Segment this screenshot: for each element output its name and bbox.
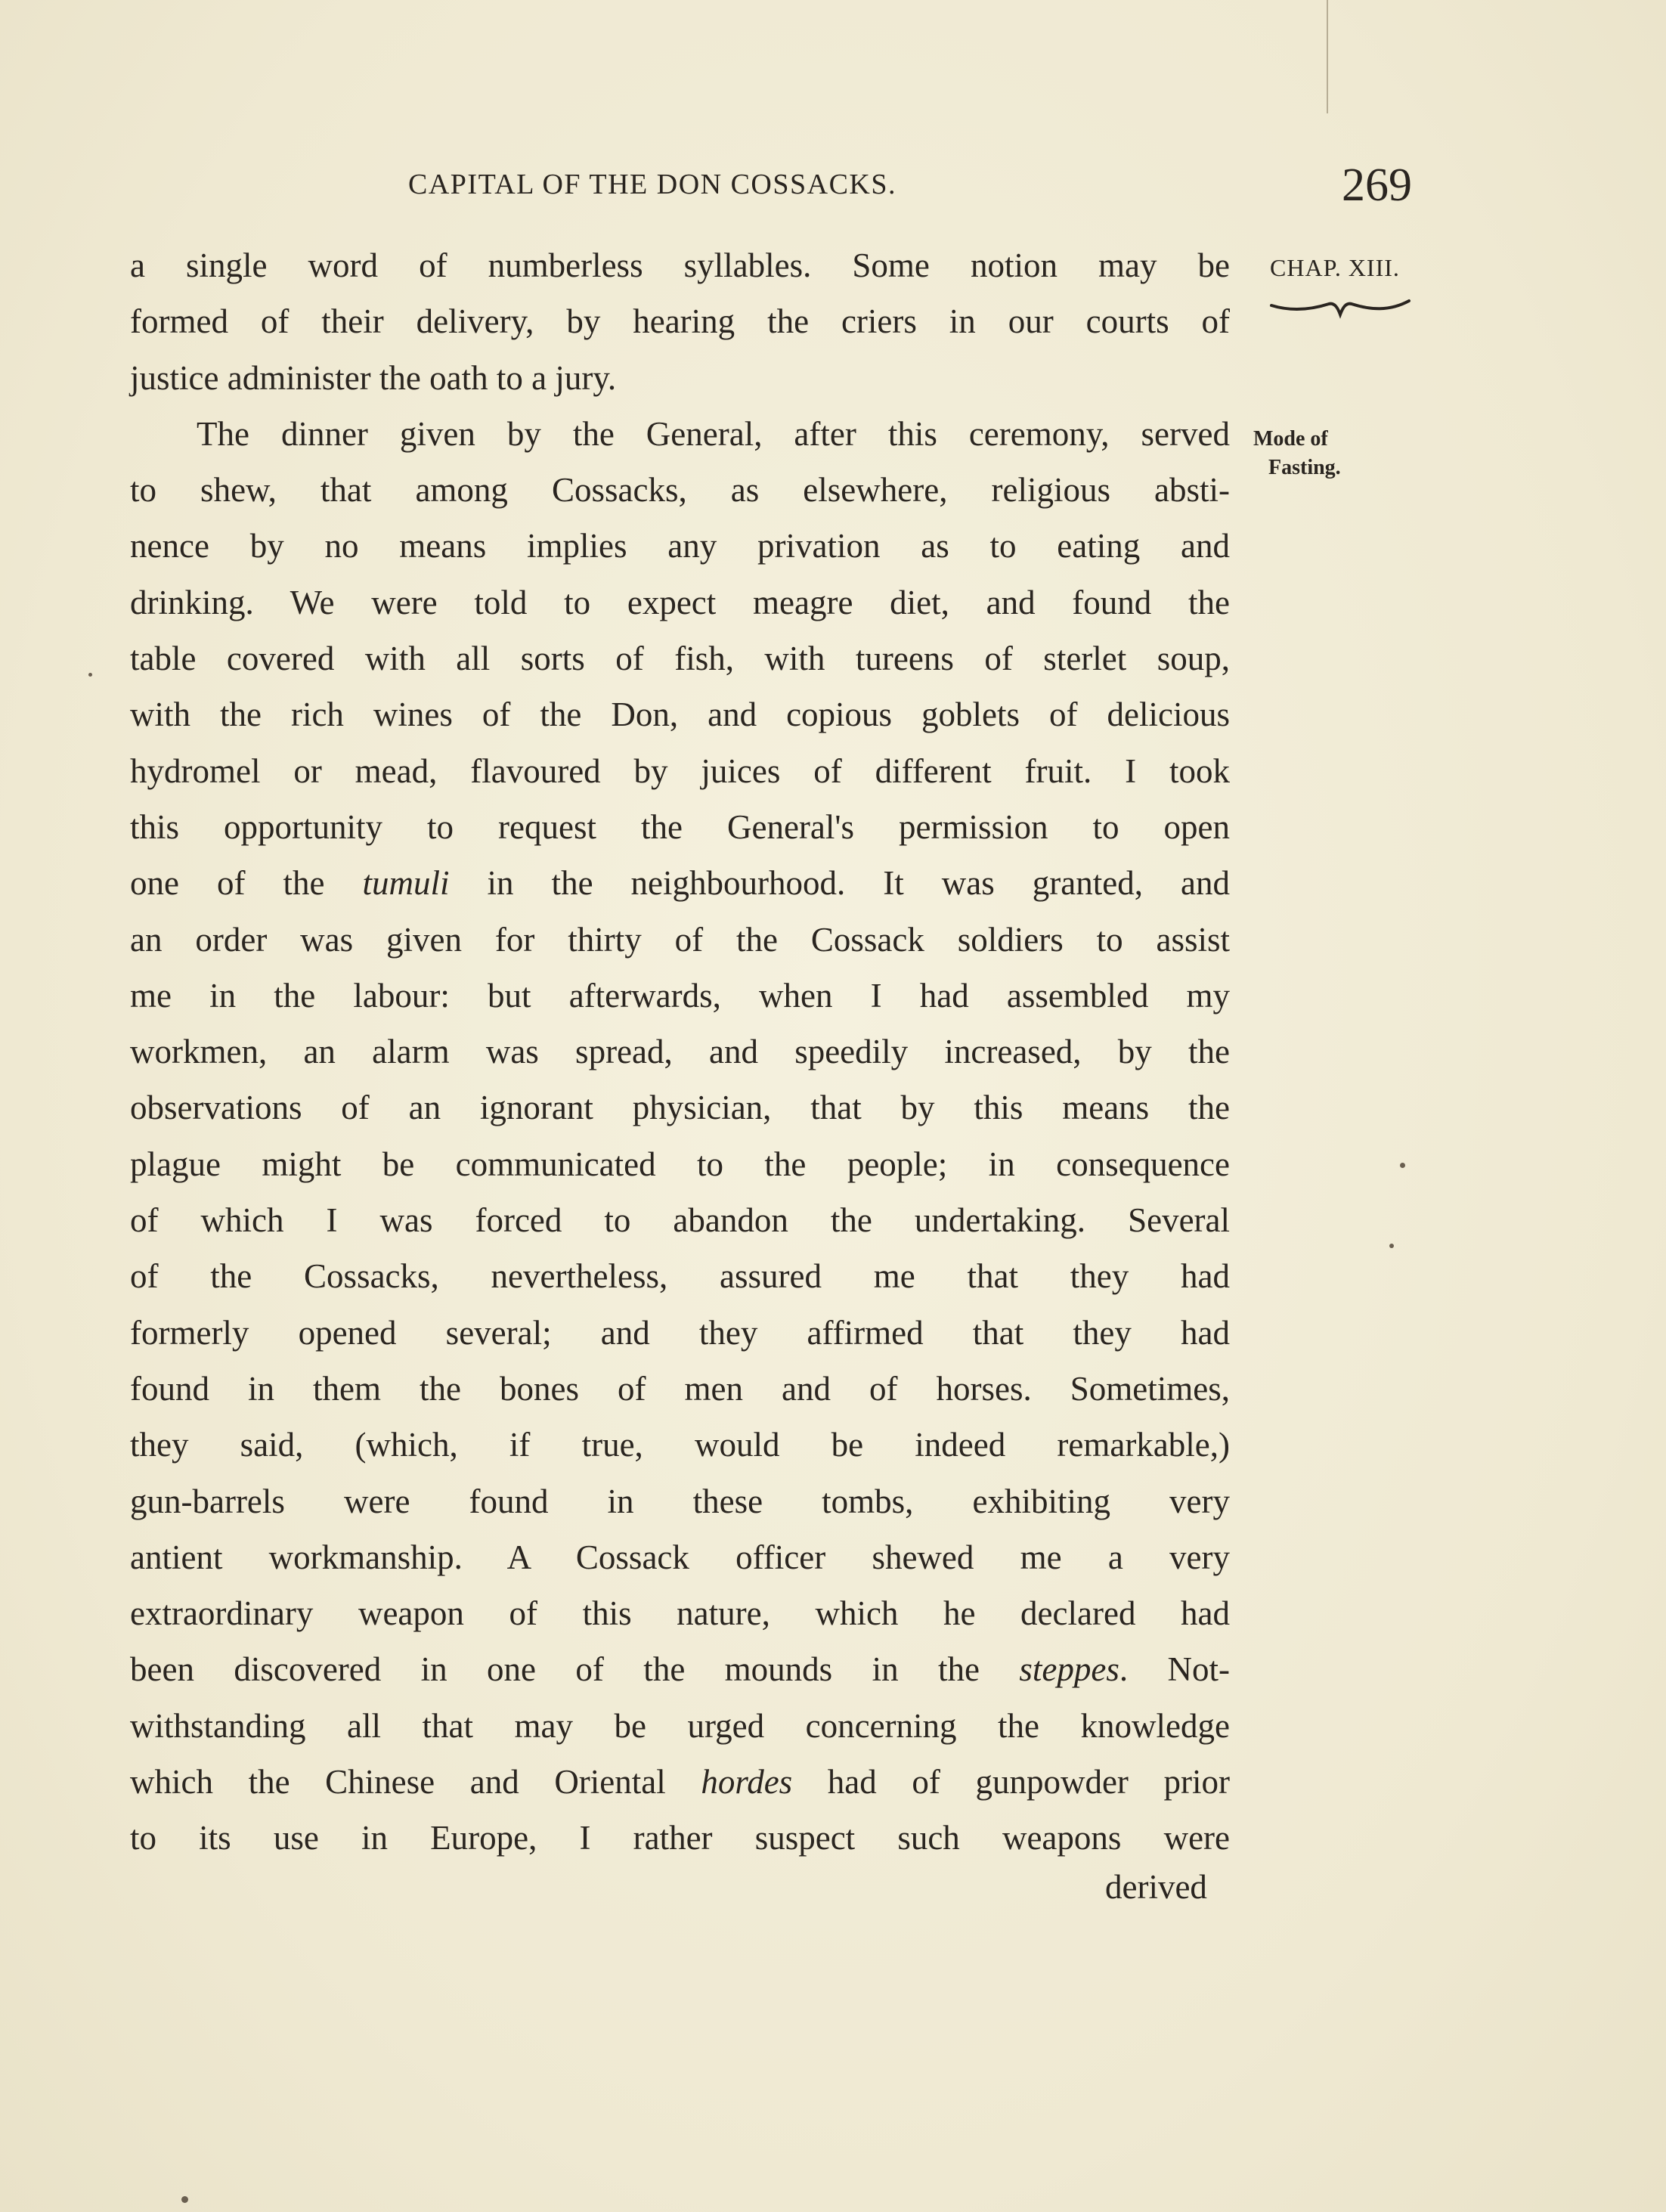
running-head: CAPITAL OF THE DON COSSACKS.: [408, 169, 896, 200]
text-line: extraordinary weapon of this nature, which he declared had: [130, 1594, 1230, 1633]
text-line: of the Cossacks, nevertheless, assured me that they had: [130, 1257, 1230, 1296]
text-line: been discovered in one of the mounds in the steppes. Not-: [130, 1650, 1230, 1689]
paper-speck: [88, 673, 92, 677]
text-line: with the rich wines of the Don, and copious goblets of delicious: [130, 696, 1230, 734]
text-line: justice administer the oath to a jury.: [130, 358, 617, 397]
paper-speck: [181, 2196, 188, 2203]
text-line: gun-barrels were found in these tombs, exhibiting very: [130, 1482, 1230, 1520]
paper-speck: [1389, 1244, 1394, 1248]
text-line: hydromel or mead, flavoured by juices of different fruit. I took: [130, 751, 1230, 790]
text-line: observations of an ignorant physician, that by this means the: [130, 1089, 1230, 1127]
text-line: drinking. We were told to expect meagre diet, and found the: [130, 583, 1230, 621]
side-note-line: Mode of: [1253, 427, 1328, 451]
text-line: an order was given for thirty of the Cossack soldiers to assist: [130, 920, 1230, 959]
text-line: of which I was forced to abandon the undertaking. Several: [130, 1201, 1230, 1240]
text-line: me in the labour: but afterwards, when I had assembled my: [130, 976, 1230, 1015]
paper-speck: [1400, 1163, 1405, 1168]
side-note: [1253, 425, 1341, 482]
text-line: The dinner given by the General, after this ceremony, served: [197, 414, 1230, 453]
text-line: found in them the bones of men and of horses. Sometimes,: [130, 1369, 1230, 1408]
text-line: they said, (which, if true, would be indeed remarkable,): [130, 1426, 1230, 1464]
text-line: workmen, an alarm was spread, and speedily increased, by the: [130, 1033, 1230, 1071]
page-number: 269: [1342, 160, 1412, 211]
text-line: formerly opened several; and they affirmed that they had: [130, 1313, 1230, 1352]
body-text: [130, 237, 1230, 1867]
catchword: derived: [1105, 1868, 1207, 1906]
text-line: this opportunity to request the General's permission to open: [130, 807, 1230, 846]
text-line: antient workmanship. A Cossack officer shewed me a very: [130, 1538, 1230, 1576]
ornament-flourish-icon: [1268, 295, 1412, 325]
side-note-line: Fasting.: [1268, 456, 1341, 479]
text-line: to its use in Europe, I rather suspect such weapons were: [130, 1819, 1230, 1857]
text-line: nence by no means implies any privation as to eating and: [130, 527, 1230, 565]
text-line: one of the tumuli in the neighbourhood. It was granted, and: [130, 864, 1230, 903]
text-line: withstanding all that may be urged concerning the knowledge: [130, 1706, 1230, 1745]
chapter-label: CHAP. XIII.: [1270, 254, 1400, 281]
text-line: table covered with all sorts of fish, with tureens of sterlet soup,: [130, 640, 1230, 678]
text-line: to shew, that among Cossacks, as elsewhere, religious absti-: [130, 471, 1230, 510]
text-line: formed of their delivery, by hearing the criers in our courts of: [130, 302, 1230, 341]
text-line: a single word of numberless syllables. Some notion may be: [130, 246, 1230, 284]
text-line: which the Chinese and Oriental hordes had of gunpowder prior: [130, 1763, 1230, 1802]
text-line: plague might be communicated to the people; in consequence: [130, 1145, 1230, 1183]
page-edge-mark: [1327, 0, 1328, 113]
